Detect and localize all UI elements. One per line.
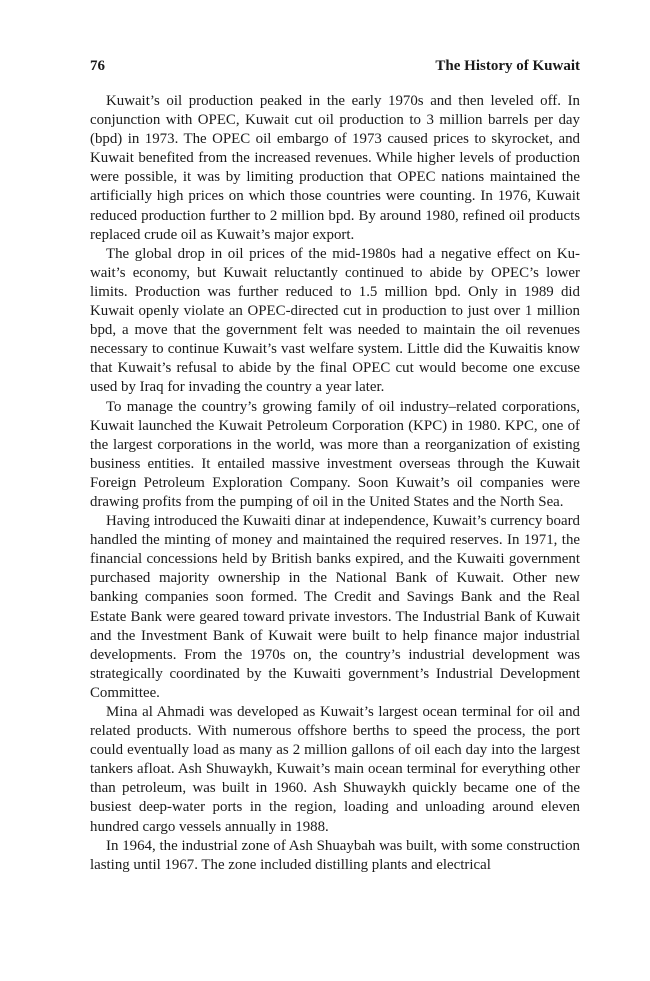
running-head <box>90 58 580 80</box>
book-title: The History of Kuwait <box>435 58 580 74</box>
paragraph: Mina al Ahmadi was developed as Kuwait’s largest ocean terminal for oil and related products. With numerous offshore berths to speed the process, the port could eventually load as many as 2 million gallons of oil each day into the largest tankers afloat. Ash Shuwaykh, Kuwait’s main ocean terminal for everything other than petroleum, was built in 1960. Ash Shuwaykh quickly became one of the busiest deep-water ports in the region, loading and unloading around eleven hundred cargo vessels annually in 1988. <box>90 704 580 835</box>
paragraph: Kuwait’s oil production peaked in the early 1970s and then leveled off. In conjunction with OPEC, Kuwait cut oil production to 3 million barrels per day (bpd) in 1973. The OPEC oil embargo of 1973 caused prices to skyrocket, and Kuwait benefited from the increased revenues. While higher levels of production were possible, it was by limiting production that OPEC nations maintained the artificially high prices on which those countries were counting. In 1976, Kuwait reduced production further to 2 million bpd. By around 1980, refined oil products replaced crude oil as Kuwait’s major export. <box>90 93 580 243</box>
paragraph: To manage the country’s growing family of oil industry–related corporations, Kuwait launched the Kuwait Petroleum Corporation (KPC) in 1980. KPC, one of the largest corporations in the world, was more than a reorganization of existing business entities. It entailed massive investment overseas through the Kuwait Foreign Petroleum Exploration Company. Soon Kuwait’s oil companies were drawing profits from the pumping of oil in the United States and the North Sea. <box>90 398 580 510</box>
body-text <box>90 92 580 875</box>
page-number: 76 <box>90 58 105 74</box>
paragraph: Having introduced the Kuwaiti dinar at independence, Kuwait’s currency board handled the minting of money and maintained the required reserves. In 1971, the financial concessions held by British banks expired, and the Kuwaiti government purchased majority ownership in the National Bank of Kuwait. Other new banking companies soon formed. The Credit and Savings Bank and the Real Estate Bank were geared toward private investors. The Industrial Bank of Kuwait and the Investment Bank of Kuwait were built to help finance major industrial developments. From the 1970s on, the country’s industrial development was strategically coordinated by the Kuwaiti government’s Industrial Development Committee. <box>90 513 580 701</box>
book-page <box>90 58 580 875</box>
paragraph: In 1964, the industrial zone of Ash Shuaybah was built, with some construction lasting until 1967. The zone included distilling plants and electrical <box>90 837 580 873</box>
paragraph: The global drop in oil prices of the mid-1980s had a negative effect on Kuwait’s economy, but Kuwait reluctantly continued to abide by OPEC’s lower limits. Production was further reduced to 1.5 million bpd. Only in 1989 did Kuwait openly violate an OPEC-directed cut in production to just over 1 million bpd, a move that the government felt was needed to maintain the oil revenues necessary to continue Kuwait’s vast welfare system. Little did the Kuwaitis know that Kuwait’s refusal to abide by the final OPEC cut would become one excuse used by Iraq for invading the country a year later. <box>90 245 580 396</box>
